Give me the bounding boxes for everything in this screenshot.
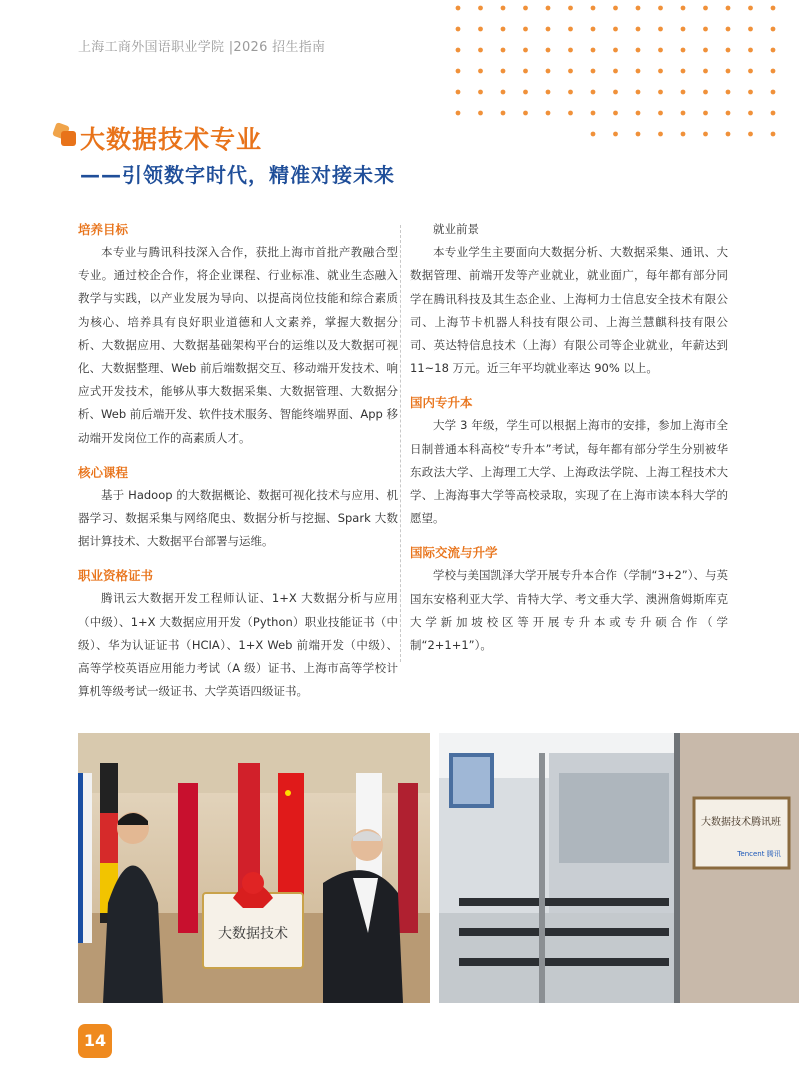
section-heading-international: 国际交流与升学 bbox=[410, 545, 498, 561]
decorative-dot bbox=[568, 111, 573, 116]
decorative-dot bbox=[703, 6, 708, 11]
decorative-dot bbox=[546, 90, 551, 95]
decorative-dot bbox=[771, 90, 776, 95]
decorative-dot bbox=[613, 111, 618, 116]
decorative-dot bbox=[523, 27, 528, 32]
employment-paragraph: 本专业学生主要面向大数据分析、大数据采集、通讯、大数据管理、前端开发等产业就业，就业面广，每年都有部分同学在腾讯科技及其生态企业、上海柯力士信息安全技术有限公司、上海节卡机器人科技有限公司、上海兰慧麒科技有限公司、英达特信息技术（上海）有限公司等企业就业，年薪达到 11~18 万元。近三年平均就业率达 90% 以上。 bbox=[410, 245, 728, 376]
section-heading-certificates: 职业资格证书 bbox=[78, 568, 154, 584]
decorative-dot bbox=[658, 111, 663, 116]
decorative-dot bbox=[456, 90, 461, 95]
decorative-dot bbox=[703, 90, 708, 95]
decorative-dot bbox=[523, 6, 528, 11]
decorative-dot bbox=[591, 27, 596, 32]
decorative-dot bbox=[726, 111, 731, 116]
decorative-dot bbox=[568, 6, 573, 11]
decorative-dot bbox=[568, 90, 573, 95]
decorative-dot bbox=[771, 27, 776, 32]
decorative-dot bbox=[636, 27, 641, 32]
decorative-dot bbox=[681, 48, 686, 53]
decorative-dot bbox=[568, 27, 573, 32]
decorative-dot bbox=[568, 48, 573, 53]
decorative-dot bbox=[681, 111, 686, 116]
decorative-dot bbox=[636, 69, 641, 74]
decorative-dot bbox=[658, 6, 663, 11]
decorative-dot bbox=[726, 69, 731, 74]
decorative-dot bbox=[748, 27, 753, 32]
decorative-dot bbox=[546, 48, 551, 53]
decorative-dot bbox=[726, 27, 731, 32]
decorative-dot bbox=[771, 111, 776, 116]
right-column bbox=[410, 218, 728, 657]
plaque-text: 大数据技术 bbox=[218, 926, 288, 942]
decorative-dot bbox=[748, 48, 753, 53]
decorative-dot bbox=[546, 69, 551, 74]
decorative-dot bbox=[456, 69, 461, 74]
decorative-dot bbox=[591, 6, 596, 11]
decorative-dot bbox=[726, 48, 731, 53]
photo-tencent-classroom bbox=[439, 733, 799, 1003]
decorative-dot bbox=[613, 69, 618, 74]
upgrade-paragraph: 大学 3 年级，学生可以根据上海市的安排，参加上海市全日制普通本科高校“专升本”考试，每年都有部分学生分别被华东政法大学、上海理工大学、上海政法学院、上海工程技术大学、上海海事大学等高校录取，实现了在上海市读本科大学的愿望。 bbox=[410, 418, 728, 526]
decorative-dot bbox=[658, 27, 663, 32]
decorative-dot bbox=[771, 48, 776, 53]
title-bullet-icon bbox=[52, 120, 78, 150]
decorative-dot bbox=[636, 6, 641, 11]
decorative-dot bbox=[456, 48, 461, 53]
decorative-dot bbox=[591, 48, 596, 53]
decorative-dot bbox=[456, 111, 461, 116]
decorative-dot bbox=[613, 48, 618, 53]
decorative-dot bbox=[726, 132, 731, 137]
decorative-dot bbox=[748, 69, 753, 74]
decorative-dot bbox=[726, 6, 731, 11]
decorative-dot bbox=[703, 69, 708, 74]
page-subtitle: ——引领数字时代，精准对接未来 bbox=[80, 163, 395, 187]
running-header: 上海工商外国语职业学院 |2026 招生指南 bbox=[78, 40, 326, 55]
decorative-dot bbox=[478, 90, 483, 95]
decorative-dot bbox=[681, 27, 686, 32]
decorative-dot bbox=[456, 6, 461, 11]
decorative-dot bbox=[636, 90, 641, 95]
decorative-dot bbox=[613, 90, 618, 95]
decorative-dot bbox=[771, 6, 776, 11]
decorative-dot bbox=[523, 48, 528, 53]
classroom-sign-text: 大数据技术腾讯班 bbox=[701, 817, 781, 828]
decorative-dot bbox=[591, 111, 596, 116]
decorative-dot bbox=[523, 111, 528, 116]
page-number-badge: 14 bbox=[78, 1024, 112, 1058]
decorative-dot bbox=[748, 111, 753, 116]
decorative-dot bbox=[703, 111, 708, 116]
decorative-dot bbox=[636, 111, 641, 116]
decorative-dot bbox=[591, 132, 596, 137]
decorative-dot bbox=[748, 90, 753, 95]
decorative-dot bbox=[771, 132, 776, 137]
decorative-dot bbox=[591, 69, 596, 74]
decorative-dot bbox=[658, 90, 663, 95]
decorative-dot bbox=[546, 111, 551, 116]
section-heading-upgrade: 国内专升本 bbox=[410, 395, 473, 411]
decorative-dot bbox=[613, 132, 618, 137]
left-column bbox=[78, 218, 398, 703]
decorative-dot bbox=[546, 27, 551, 32]
decorative-dot bbox=[591, 90, 596, 95]
decorative-dot bbox=[501, 90, 506, 95]
decorative-dot bbox=[501, 111, 506, 116]
decorative-dot bbox=[658, 132, 663, 137]
decorative-dot bbox=[703, 48, 708, 53]
certificates-paragraph: 腾讯云大数据开发工程师认证、1+X 大数据分析与应用（中级）、1+X 大数据应用开发（Python）职业技能证书（中级）、华为认证证书（HCIA）、1+X Web 前端开发（中级）、高等学校英语应用能力考试（A 级）证书、上海市高等学校计算机等级考试一级证书、大学英语四级证书。 bbox=[78, 591, 398, 699]
column-divider bbox=[400, 225, 401, 662]
decorative-dot bbox=[501, 6, 506, 11]
decorative-dot bbox=[726, 90, 731, 95]
decorative-dot bbox=[658, 69, 663, 74]
decorative-dot bbox=[658, 48, 663, 53]
decorative-dot bbox=[501, 69, 506, 74]
decorative-dot bbox=[613, 27, 618, 32]
decorative-dot bbox=[681, 132, 686, 137]
decorative-dot bbox=[748, 132, 753, 137]
section-heading-goal: 培养目标 bbox=[78, 222, 129, 237]
decorative-dot bbox=[478, 48, 483, 53]
international-paragraph: 学校与美国凯泽大学开展专升本合作（学制“3+2”）、与英国东安格利亚大学、肯特大学、考文垂大学、澳洲詹姆斯库克大学新加坡校区等开展专升本或专升硕合作（学制“2+1+1”）。 bbox=[410, 568, 728, 653]
decorative-dot bbox=[703, 132, 708, 137]
goal-paragraph: 本专业与腾讯科技深入合作，获批上海市首批产教融合型专业。通过校企合作，将企业课程、行业标准、就业生态融入教学与实践，以产业发展为导向、以提高岗位技能和综合素质为核心、培养具有良好职业道德和人文素养，掌握大数据分析、大数据应用、大数据基础架构平台的运维以及大数据可视化、大数据整理、Web 前后端数据交互、移动端开发技术、响应式开发技术，能够从事大数据采集、大数据管理、大数据分析、Web 前后端开发、软件技术服务、智能终端界面、App 移动端开发岗位工作的高素质人才。 bbox=[78, 245, 398, 445]
decorative-dot bbox=[748, 6, 753, 11]
decorative-dot bbox=[681, 6, 686, 11]
decorative-dot bbox=[523, 69, 528, 74]
decorative-dot bbox=[681, 90, 686, 95]
section-heading-core-courses: 核心课程 bbox=[78, 464, 129, 480]
decorative-dot bbox=[636, 132, 641, 137]
decorative-dot bbox=[613, 6, 618, 11]
decorative-dot bbox=[501, 27, 506, 32]
decorative-dot bbox=[771, 69, 776, 74]
decorative-dot bbox=[478, 27, 483, 32]
decorative-dot bbox=[636, 48, 641, 53]
decorative-dot bbox=[501, 48, 506, 53]
classroom-sign-brand: Tencent 腾讯 bbox=[737, 850, 781, 858]
decorative-dot bbox=[478, 6, 483, 11]
photo-unveiling-ceremony bbox=[78, 733, 430, 1003]
decorative-dot bbox=[478, 111, 483, 116]
decorative-dot bbox=[523, 90, 528, 95]
decorative-dot bbox=[546, 6, 551, 11]
decorative-dot bbox=[456, 27, 461, 32]
employment-label: 就业前景 bbox=[433, 222, 479, 236]
core-courses-paragraph: 基于 Hadoop 的大数据概论、数据可视化技术与应用、机器学习、数据采集与网络爬虫、数据分析与挖掘、Spark 大数据计算技术、大数据平台部署与运维。 bbox=[78, 487, 398, 549]
decorative-dot bbox=[568, 69, 573, 74]
decorative-dot bbox=[681, 69, 686, 74]
decorative-dot bbox=[703, 27, 708, 32]
page-title: 大数据技术专业 bbox=[80, 125, 263, 154]
decorative-dot-pattern bbox=[450, 0, 799, 150]
decorative-dot bbox=[478, 69, 483, 74]
